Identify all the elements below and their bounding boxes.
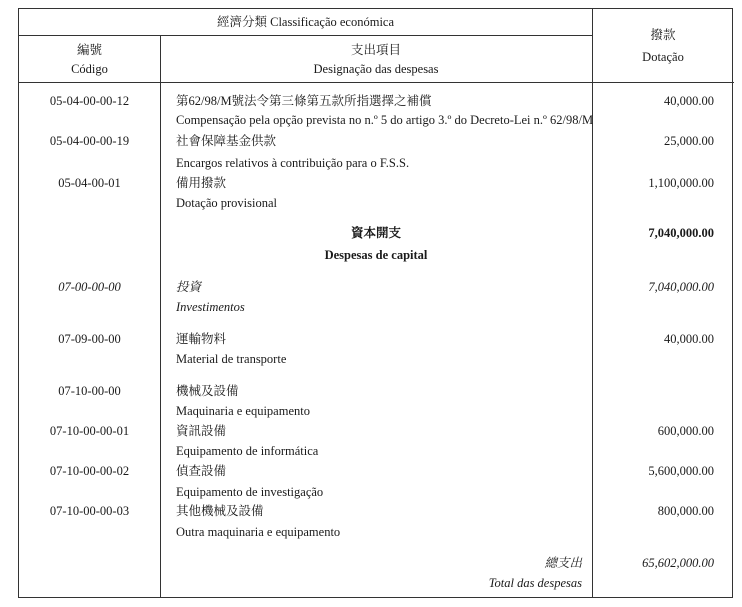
row-code: 07-00-00-00 (58, 280, 121, 294)
row-code: 05-04-00-00-19 (49, 134, 130, 148)
row-desc-zh: 運輸物料 (176, 332, 227, 346)
row-amount: 800,000.00 (657, 504, 714, 518)
row-code: 07-10-00-00-01 (49, 424, 130, 438)
row-desc-pt: Equipamento de investigação (176, 485, 324, 499)
row-desc-zh: 第62/98/M號法令第三條第五款所指選擇之補償 (176, 94, 432, 108)
row-code: 05-04-00-01 (58, 176, 121, 190)
row-amount: 40,000.00 (664, 94, 714, 108)
row-desc-pt: Equipamento de informática (176, 444, 319, 458)
code-header-zh: 編號 (76, 43, 102, 57)
row-desc-pt: Investimentos (176, 300, 245, 314)
section-title-zh: 資本開支 (350, 226, 401, 240)
desc-header-zh: 支出項目 (350, 43, 401, 57)
classification-header: 經濟分類 Classificação económica (216, 15, 395, 29)
amount-header-zh: 撥款 (650, 28, 676, 42)
row-desc-pt: Dotação provisional (176, 196, 278, 210)
code-header-pt: Código (71, 62, 108, 76)
total-label-zh: 總支出 (544, 556, 582, 570)
row-amount: 1,100,000.00 (648, 176, 714, 190)
section-title-pt: Despesas de capital (324, 248, 428, 262)
row-desc-zh: 投資 (176, 280, 202, 294)
row-desc-pt: Outra maquinaria e equipamento (176, 525, 341, 539)
row-desc-pt: Maquinaria e equipamento (176, 404, 310, 418)
row-amount: 600,000.00 (657, 424, 714, 438)
row-desc-pt: Compensação pela opção prevista no n.º 5 do artigo 3.º do Decreto-Lei n.º 62/98/M (176, 113, 594, 127)
row-amount: 40,000.00 (664, 332, 714, 346)
header-divider-top (19, 35, 592, 36)
total-amount: 65,602,000.00 (642, 556, 714, 570)
row-code: 07-10-00-00 (58, 384, 121, 398)
row-desc-zh: 機械及設備 (176, 384, 239, 398)
row-code: 07-09-00-00 (58, 332, 121, 346)
row-desc-zh: 社會保障基金供款 (176, 134, 277, 148)
budget-table (18, 8, 733, 598)
row-desc-zh: 備用撥款 (176, 176, 227, 190)
desc-header-pt: Designação das despesas (313, 62, 439, 76)
row-amount: 25,000.00 (664, 134, 714, 148)
column-divider-code (160, 35, 161, 597)
total-label-pt: Total das despesas (488, 576, 582, 590)
row-desc-pt: Encargos relativos à contribuição para o F.S.S. (176, 156, 410, 170)
row-desc-zh: 偵查設備 (176, 464, 227, 478)
row-amount: 5,600,000.00 (648, 464, 714, 478)
row-code: 07-10-00-00-03 (49, 504, 130, 518)
row-desc-zh: 資訊設備 (176, 424, 227, 438)
row-amount: 7,040,000.00 (648, 280, 714, 294)
section-amount: 7,040,000.00 (648, 226, 714, 240)
row-desc-pt: Material de transporte (176, 352, 287, 366)
amount-header-pt: Dotação (642, 50, 684, 64)
row-code: 07-10-00-00-02 (49, 464, 130, 478)
row-code: 05-04-00-00-12 (49, 94, 130, 108)
column-divider-amount (592, 9, 593, 597)
row-desc-zh: 其他機械及設備 (176, 504, 264, 518)
header-divider-bottom (19, 82, 734, 83)
